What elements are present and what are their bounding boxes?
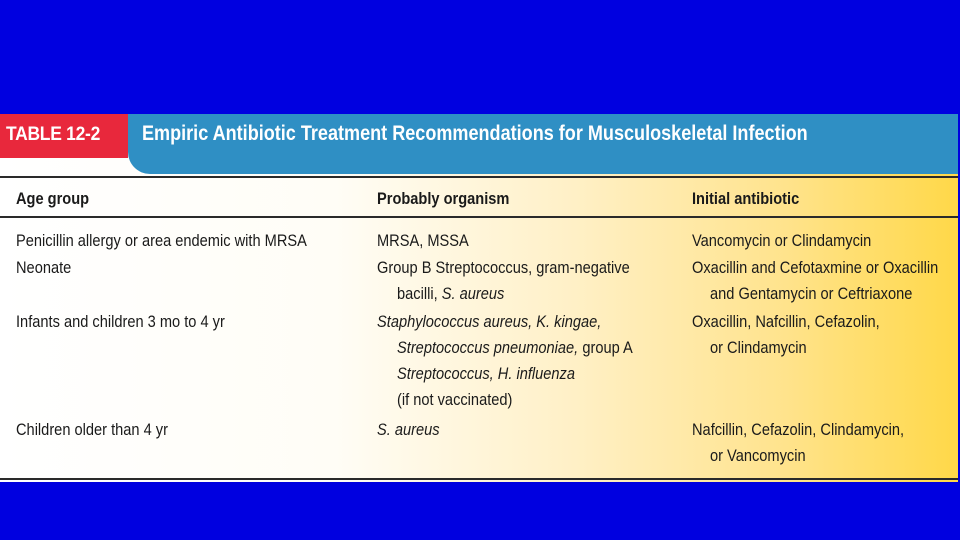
top-rule xyxy=(0,176,958,178)
bottom-rule xyxy=(0,478,958,480)
row3-organism-line2: Streptococcus pneumoniae, group A xyxy=(397,338,633,357)
table-number: TABLE 12-2 xyxy=(6,124,101,145)
row2-organism-line2: bacilli, S. aureus xyxy=(397,284,505,303)
header-antibiotic: Initial antibiotic xyxy=(692,189,800,208)
header-age-group: Age group xyxy=(16,189,90,208)
row3-age: Infants and children 3 mo to 4 yr xyxy=(16,312,225,331)
table-banner xyxy=(0,114,958,174)
row3-organism-line3: Streptococcus, H. influenza xyxy=(397,364,575,383)
header-rule xyxy=(0,216,958,218)
row3-antibiotic-line2: or Clindamycin xyxy=(710,338,807,357)
row2-antibiotic-line1: Oxacillin and Cefotaxmine or Oxacillin xyxy=(692,258,939,277)
row4-antibiotic-line2: or Vancomycin xyxy=(710,446,806,465)
header-organism: Probably organism xyxy=(377,189,510,208)
row4-antibiotic-line1: Nafcillin, Cefazolin, Clindamycin, xyxy=(692,420,905,439)
row1-antibiotic: Vancomycin or Clindamycin xyxy=(692,231,872,250)
row2-antibiotic-line2: and Gentamycin or Ceftriaxone xyxy=(710,284,913,303)
row3-organism-line4: (if not vaccinated) xyxy=(397,390,513,409)
row4-organism: S. aureus xyxy=(377,420,440,439)
row2-organism-line1: Group B Streptococcus, gram-negative xyxy=(377,258,630,277)
table-title: Empiric Antibiotic Treatment Recommendations for Musculoskeletal Infection xyxy=(142,122,808,145)
row3-organism-line1: Staphylococcus aureus, K. kingae, xyxy=(377,312,602,331)
row1-organism: MRSA, MSSA xyxy=(377,231,469,250)
table-number-tab xyxy=(0,114,128,158)
row3-antibiotic-line1: Oxacillin, Nafcillin, Cefazolin, xyxy=(692,312,880,331)
antibiotic-table xyxy=(0,114,958,482)
row4-age: Children older than 4 yr xyxy=(16,420,168,439)
row1-age: Penicillin allergy or area endemic with MRSA xyxy=(16,231,307,250)
row2-age: Neonate xyxy=(16,258,72,277)
